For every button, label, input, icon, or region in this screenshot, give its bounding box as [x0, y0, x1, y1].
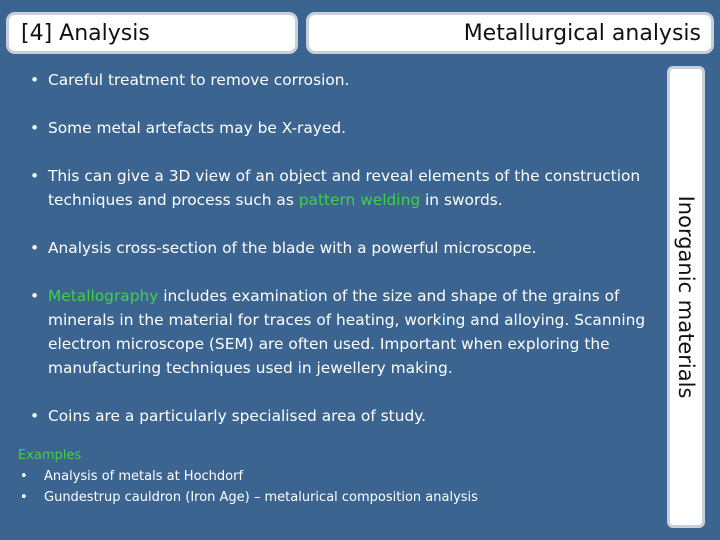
bullet-text-post: includes examination of the size and shape of the grains of minerals in the material for traces of heating, working and alloying. Scanning electron microscope (SEM) are often used. Important when exploring the manufacturing techniques used in jewellery making.: [48, 287, 646, 377]
side-label: Inorganic materials: [674, 195, 698, 399]
bullet-item: [18, 116, 658, 140]
bullet-item: [18, 164, 658, 212]
bullet-text: Coins are a particularly specialised area of study.: [48, 407, 427, 425]
bullet-item: [18, 236, 658, 260]
topic-title-tab: [306, 12, 714, 54]
section-title-tab: [6, 12, 298, 54]
example-text: Gundestrup cauldron (Iron Age) – metalurical composition analysis: [44, 490, 478, 505]
bullet-dot: •: [20, 469, 28, 484]
bullet-text: Careful treatment to remove corrosion.: [48, 71, 350, 89]
bullet-dot: •: [30, 239, 40, 257]
side-label-bar: [667, 66, 705, 528]
bullet-item: [18, 68, 658, 92]
examples-section: [18, 445, 658, 508]
topic-title: Metallurgical analysis: [463, 20, 701, 46]
bullet-text-pre: This can give a 3D view of an object and reveal elements of the construction techniques and process such as: [48, 167, 641, 209]
section-title: [4] Analysis: [21, 20, 150, 46]
bullet-text-post: in swords.: [420, 191, 503, 209]
bullet-dot: •: [20, 490, 28, 505]
examples-title: Examples: [18, 448, 82, 463]
bullet-text: Analysis cross-section of the blade with a powerful microscope.: [48, 239, 537, 257]
bullet-dot: •: [30, 119, 40, 137]
bullet-dot: •: [30, 71, 40, 89]
bullet-text: Some metal artefacts may be X-rayed.: [48, 119, 347, 137]
example-text: Analysis of metals at Hochdorf: [44, 469, 244, 484]
bullet-dot: •: [30, 407, 40, 425]
bullet-text: [48, 284, 658, 380]
slide-content: [18, 68, 658, 508]
bullet-text: [48, 164, 658, 212]
bullet-item: [18, 284, 658, 380]
bullet-dot: •: [30, 167, 40, 185]
example-item: [18, 487, 658, 508]
example-item: [18, 466, 658, 487]
bullet-item: [18, 404, 658, 428]
highlight-term: pattern welding: [298, 191, 421, 209]
highlight-term: Metallography: [48, 287, 159, 305]
bullet-dot: •: [30, 287, 40, 305]
